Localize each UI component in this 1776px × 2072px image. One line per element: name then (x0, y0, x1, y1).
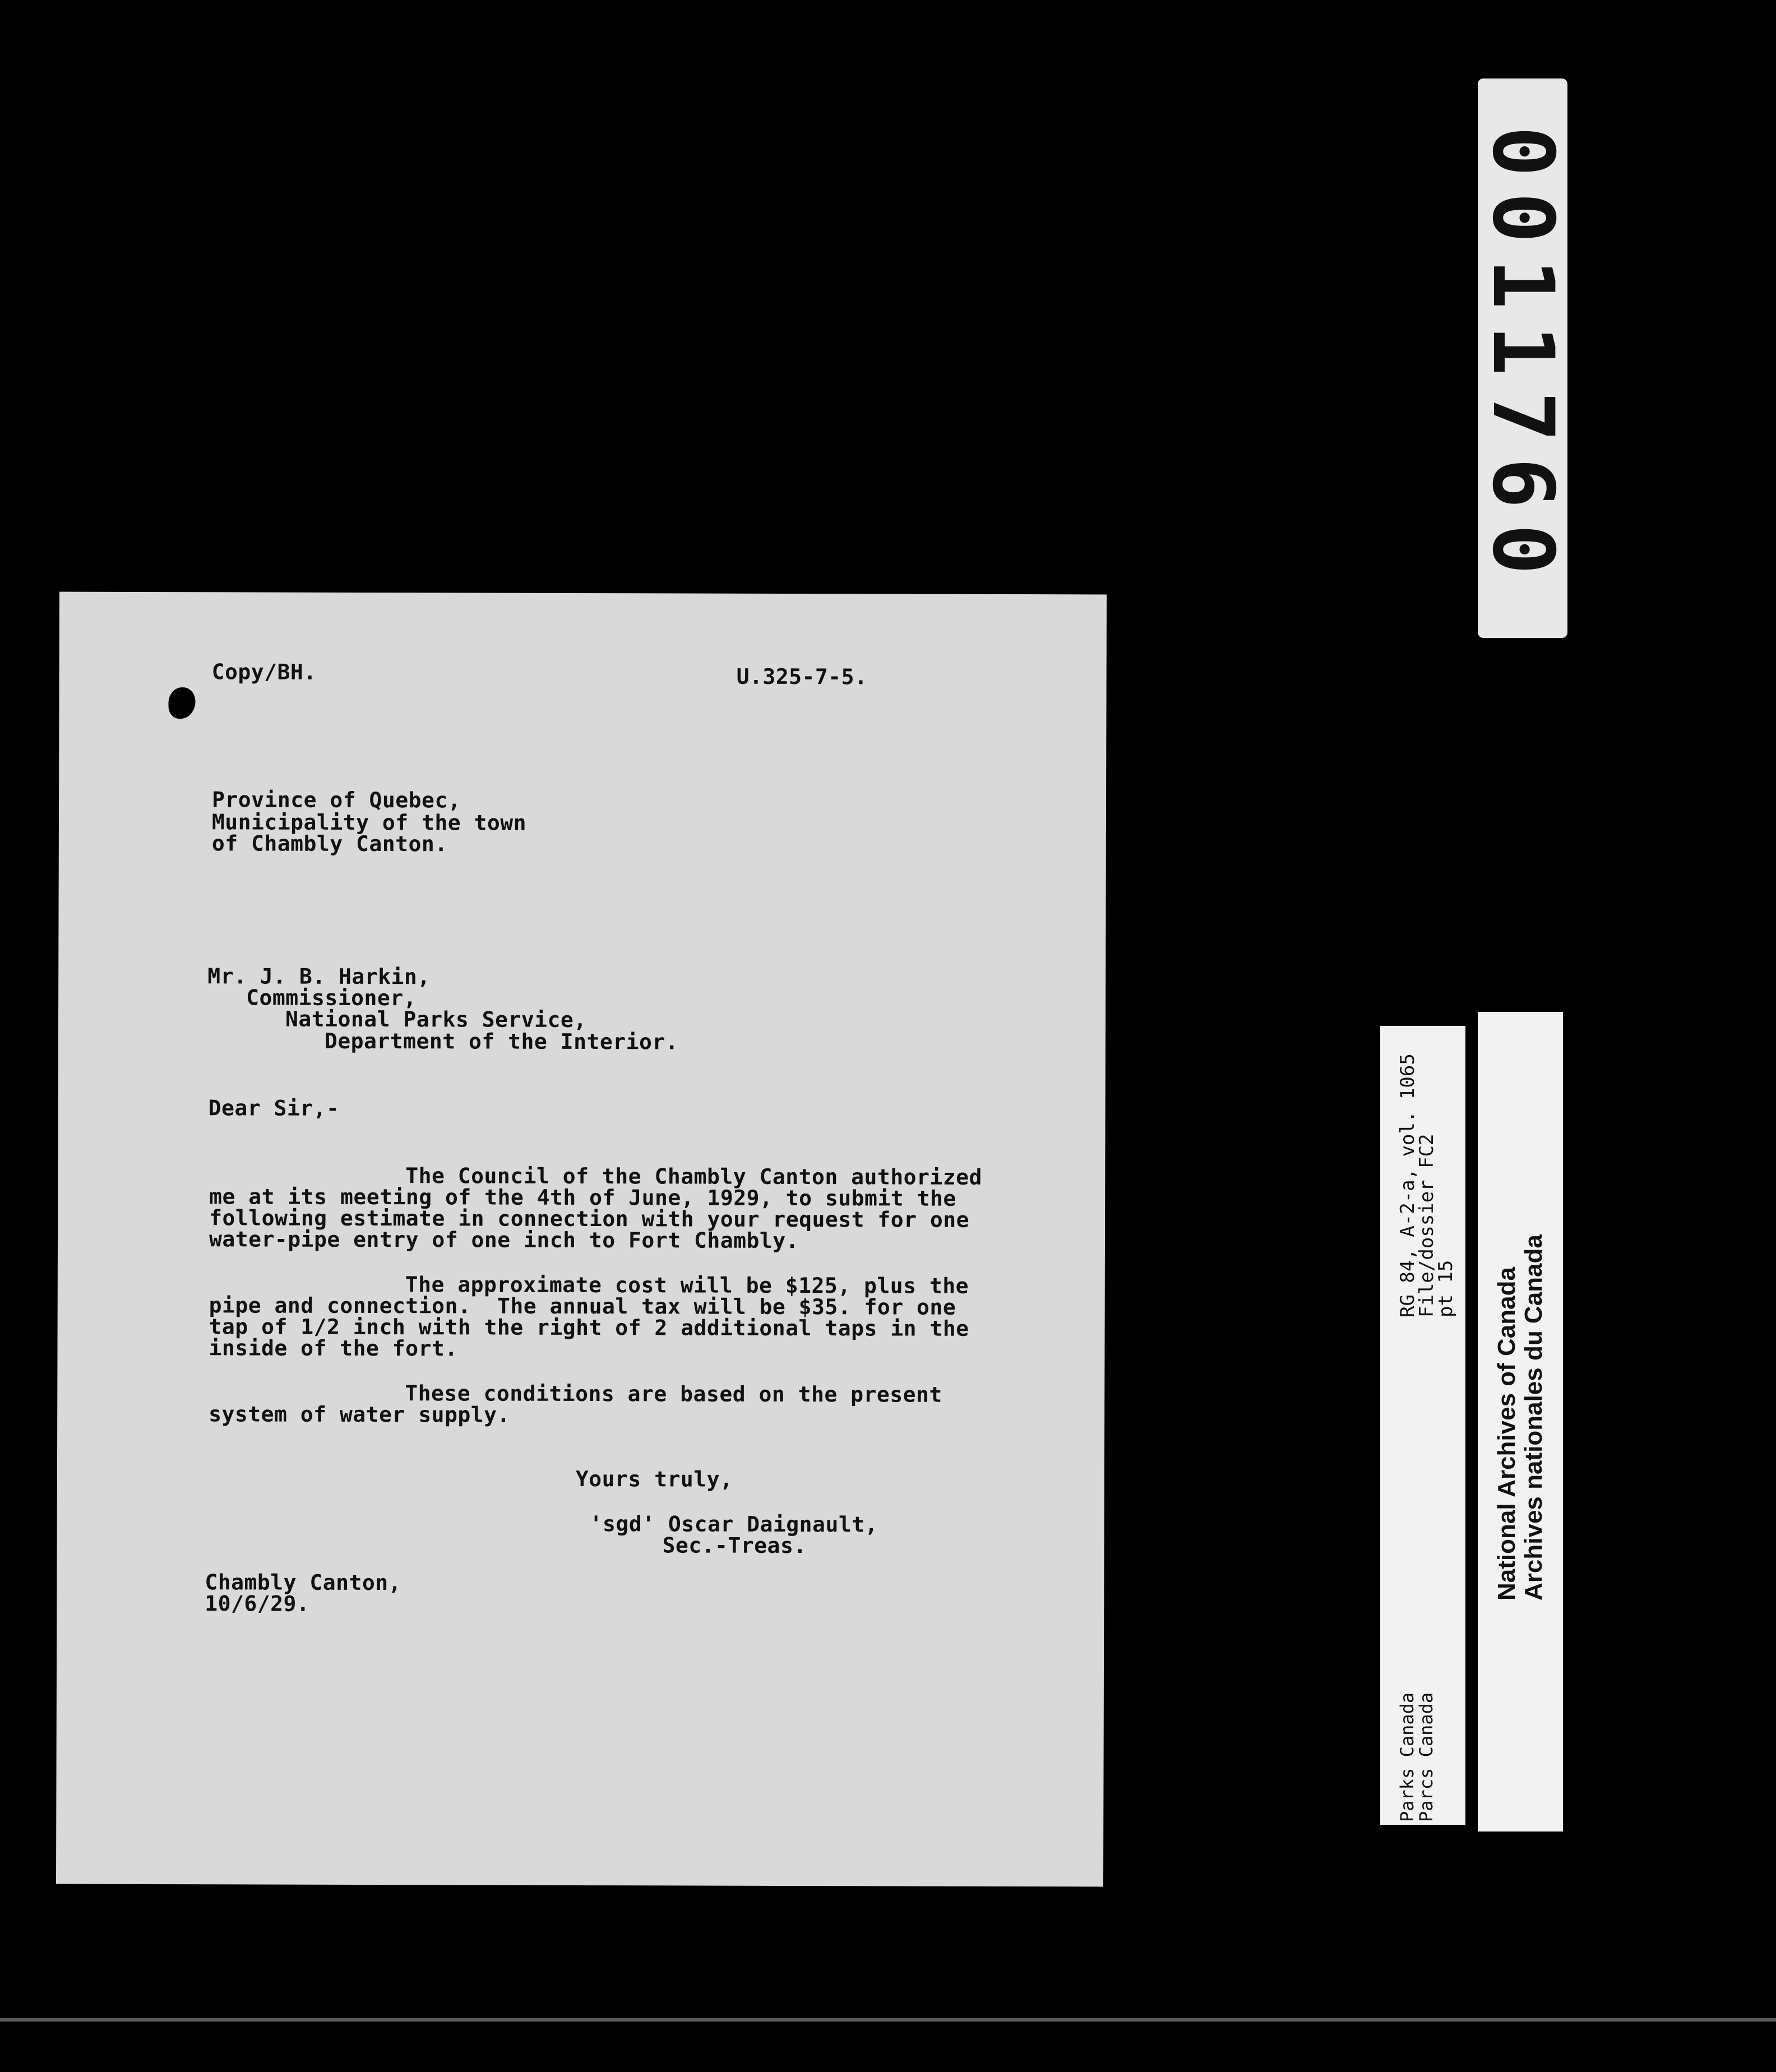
reference-line: pt 15 (1435, 1260, 1457, 1317)
archive-name-line: National Archives of Canada (1493, 1267, 1520, 1601)
letter-page (56, 592, 1107, 1887)
body-line: The Council of the Chambly Canton authorized (405, 1163, 982, 1190)
recipient-line: National Parks Service, (285, 1006, 587, 1033)
sender-line: of Chambly Canton. (211, 831, 448, 857)
closing: Yours truly, (575, 1466, 733, 1492)
reference-line: RG 84, A-2-a, vol. 1065 (1396, 1053, 1419, 1317)
agency-line: Parks Canada (1396, 1692, 1418, 1822)
place: Chambly Canton, (205, 1570, 402, 1595)
copy-mark: Copy/BH. (211, 659, 317, 684)
body-line: pipe and connection. The annual tax will be $35. for one (209, 1293, 956, 1320)
body-line: inside of the fort. (209, 1335, 458, 1361)
date: 10/6/29. (205, 1591, 310, 1616)
reference-line: File/dossier FC2 (1416, 1134, 1438, 1317)
recipient-line: Commissioner, (246, 985, 417, 1011)
body-line: tap of 1/2 inch with the right of 2 additional taps in the (209, 1314, 969, 1341)
body-line: The approximate cost will be $125, plus the (405, 1272, 969, 1298)
recipient-line: Mr. J. B. Harkin, (207, 964, 431, 989)
archive-name-label (1478, 1012, 1563, 1831)
archive-reference-label (1380, 1026, 1465, 1825)
agency-line: Parcs Canada (1416, 1692, 1437, 1822)
signature: 'sgd' Oscar Daignault, (589, 1511, 878, 1537)
recipient-line: Department of the Interior. (324, 1028, 679, 1054)
ink-blot (168, 687, 195, 719)
body-line: following estimate in connection with your request for one (209, 1205, 970, 1232)
film-edge-line (0, 2018, 1776, 2022)
body-line: water-pipe entry of one inch to Fort Chambly. (209, 1227, 799, 1254)
file-number: U.325-7-5. (736, 664, 868, 690)
sender-line: Municipality of the town (211, 810, 527, 835)
body-line: system of water supply. (209, 1402, 510, 1427)
frame-number: 0011760 (1474, 126, 1571, 591)
body-line: me at its meeting of the 4th of June, 1929, to submit the (209, 1184, 956, 1211)
sender-line: Province of Quebec, (211, 787, 461, 813)
body-line: These conditions are based on the present (405, 1381, 942, 1407)
signature-title: Sec.-Treas. (662, 1533, 807, 1558)
salutation: Dear Sir,- (208, 1095, 340, 1121)
frame-number-strip (1474, 78, 1571, 638)
archive-name-line: Archives nationales du Canada (1520, 1234, 1547, 1601)
